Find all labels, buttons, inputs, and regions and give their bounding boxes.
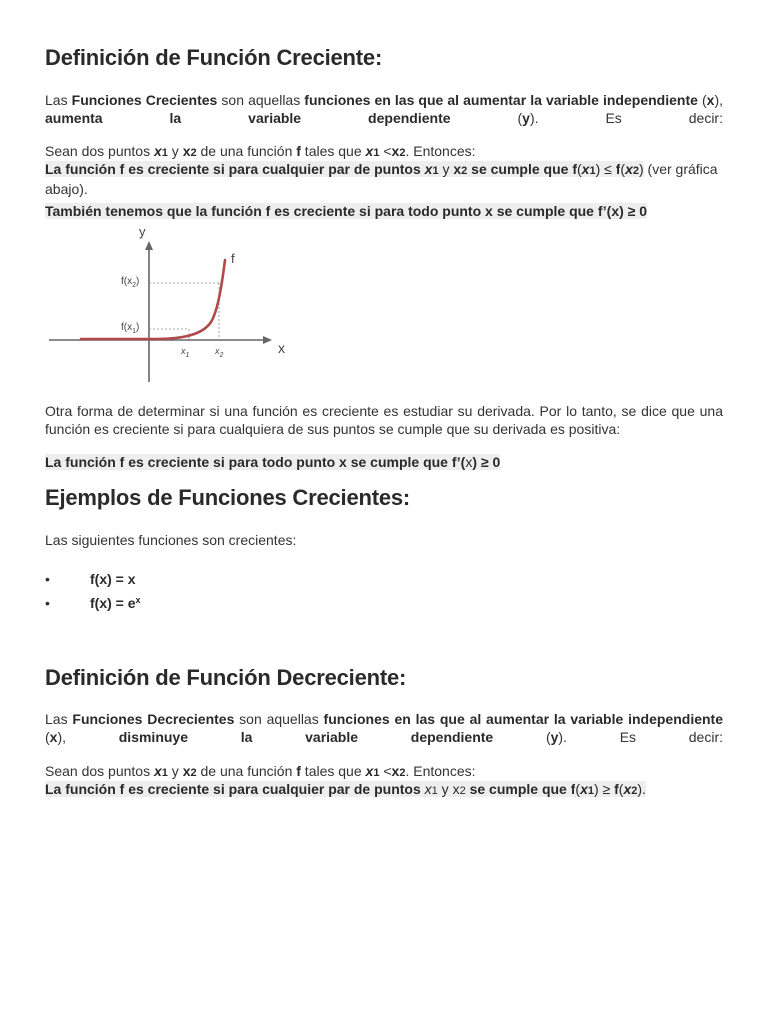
graph-svg (45, 222, 305, 384)
x1-tick-label: $x_1$ (181, 346, 190, 359)
derivative-rule-statement: La función f es creciente si para todo punto x se cumple que f’(x) ≥ 0 (45, 454, 501, 470)
curve-label: f (231, 251, 235, 266)
bullet: • (45, 595, 50, 611)
example-function-linear: f(x) = x (90, 571, 136, 587)
list-item (45, 591, 723, 615)
derivative-paragraph: Otra forma de determinar si una función es creciente es estudiar su derivada. Por lo tanto, se dice que una función es creciente si para cualquiera de sus puntos se cumple que su derivada es positiva: (45, 403, 723, 437)
bullet: • (45, 571, 50, 587)
increasing-curve (81, 260, 225, 339)
examples-intro: Las siguientes funciones son crecientes: (45, 532, 297, 548)
examples-list (45, 567, 723, 615)
section-title-increasing: Definición de Función Creciente: (45, 45, 383, 70)
y-axis-arrow (145, 241, 153, 250)
fx1-label: $f(x_1)$ (121, 322, 140, 335)
section-title-examples: Ejemplos de Funciones Crecientes: (45, 485, 411, 510)
increasing-function-graph (45, 222, 305, 387)
section-title-decreasing: Definición de Función Decreciente: (45, 665, 407, 690)
x-axis-arrow (263, 336, 272, 344)
points-sentence-decreasing: Sean dos puntos x1 y x2 de una función f tales que x1 <x2. Entonces: (45, 763, 476, 779)
fx2-label: $f(x_2)$ (121, 276, 140, 289)
y-axis-label: y (139, 224, 146, 239)
list-item (45, 567, 723, 591)
decreasing-definition-paragraph: Las Funciones Decrecientes son aquellas funciones en las que al aumentar la variable independiente (x), disminuye la variable dependiente (y). Es decir: (45, 711, 723, 745)
x-axis-label: x (278, 340, 285, 356)
increasing-definition-paragraph: Las Funciones Crecientes son aquellas funciones en las que al aumentar la variable independiente (x), aumenta la variable dependiente (y). Es decir: (45, 92, 723, 126)
increasing-derivative-statement: También tenemos que la función f es creciente si para todo punto x se cumple que f’(x) ≥ 0 (45, 203, 648, 219)
increasing-rule-statement: La función f es creciente si para cualquier par de puntos x1 y x2 se cumple que f(x1) ≤ f(x2) (ver gráfica abajo). (45, 161, 718, 197)
x2-tick-label: $x_2$ (215, 346, 224, 359)
example-function-exponential: $f(x) = e^x$ (90, 595, 141, 611)
decreasing-rule-statement: La función f es creciente si para cualquier par de puntos x1 y x2 se cumple que f(x1) ≥ f(x2). (45, 781, 646, 797)
points-sentence-increasing: Sean dos puntos x1 y x2 de una función f tales que x1 <x2. Entonces: (45, 143, 476, 159)
